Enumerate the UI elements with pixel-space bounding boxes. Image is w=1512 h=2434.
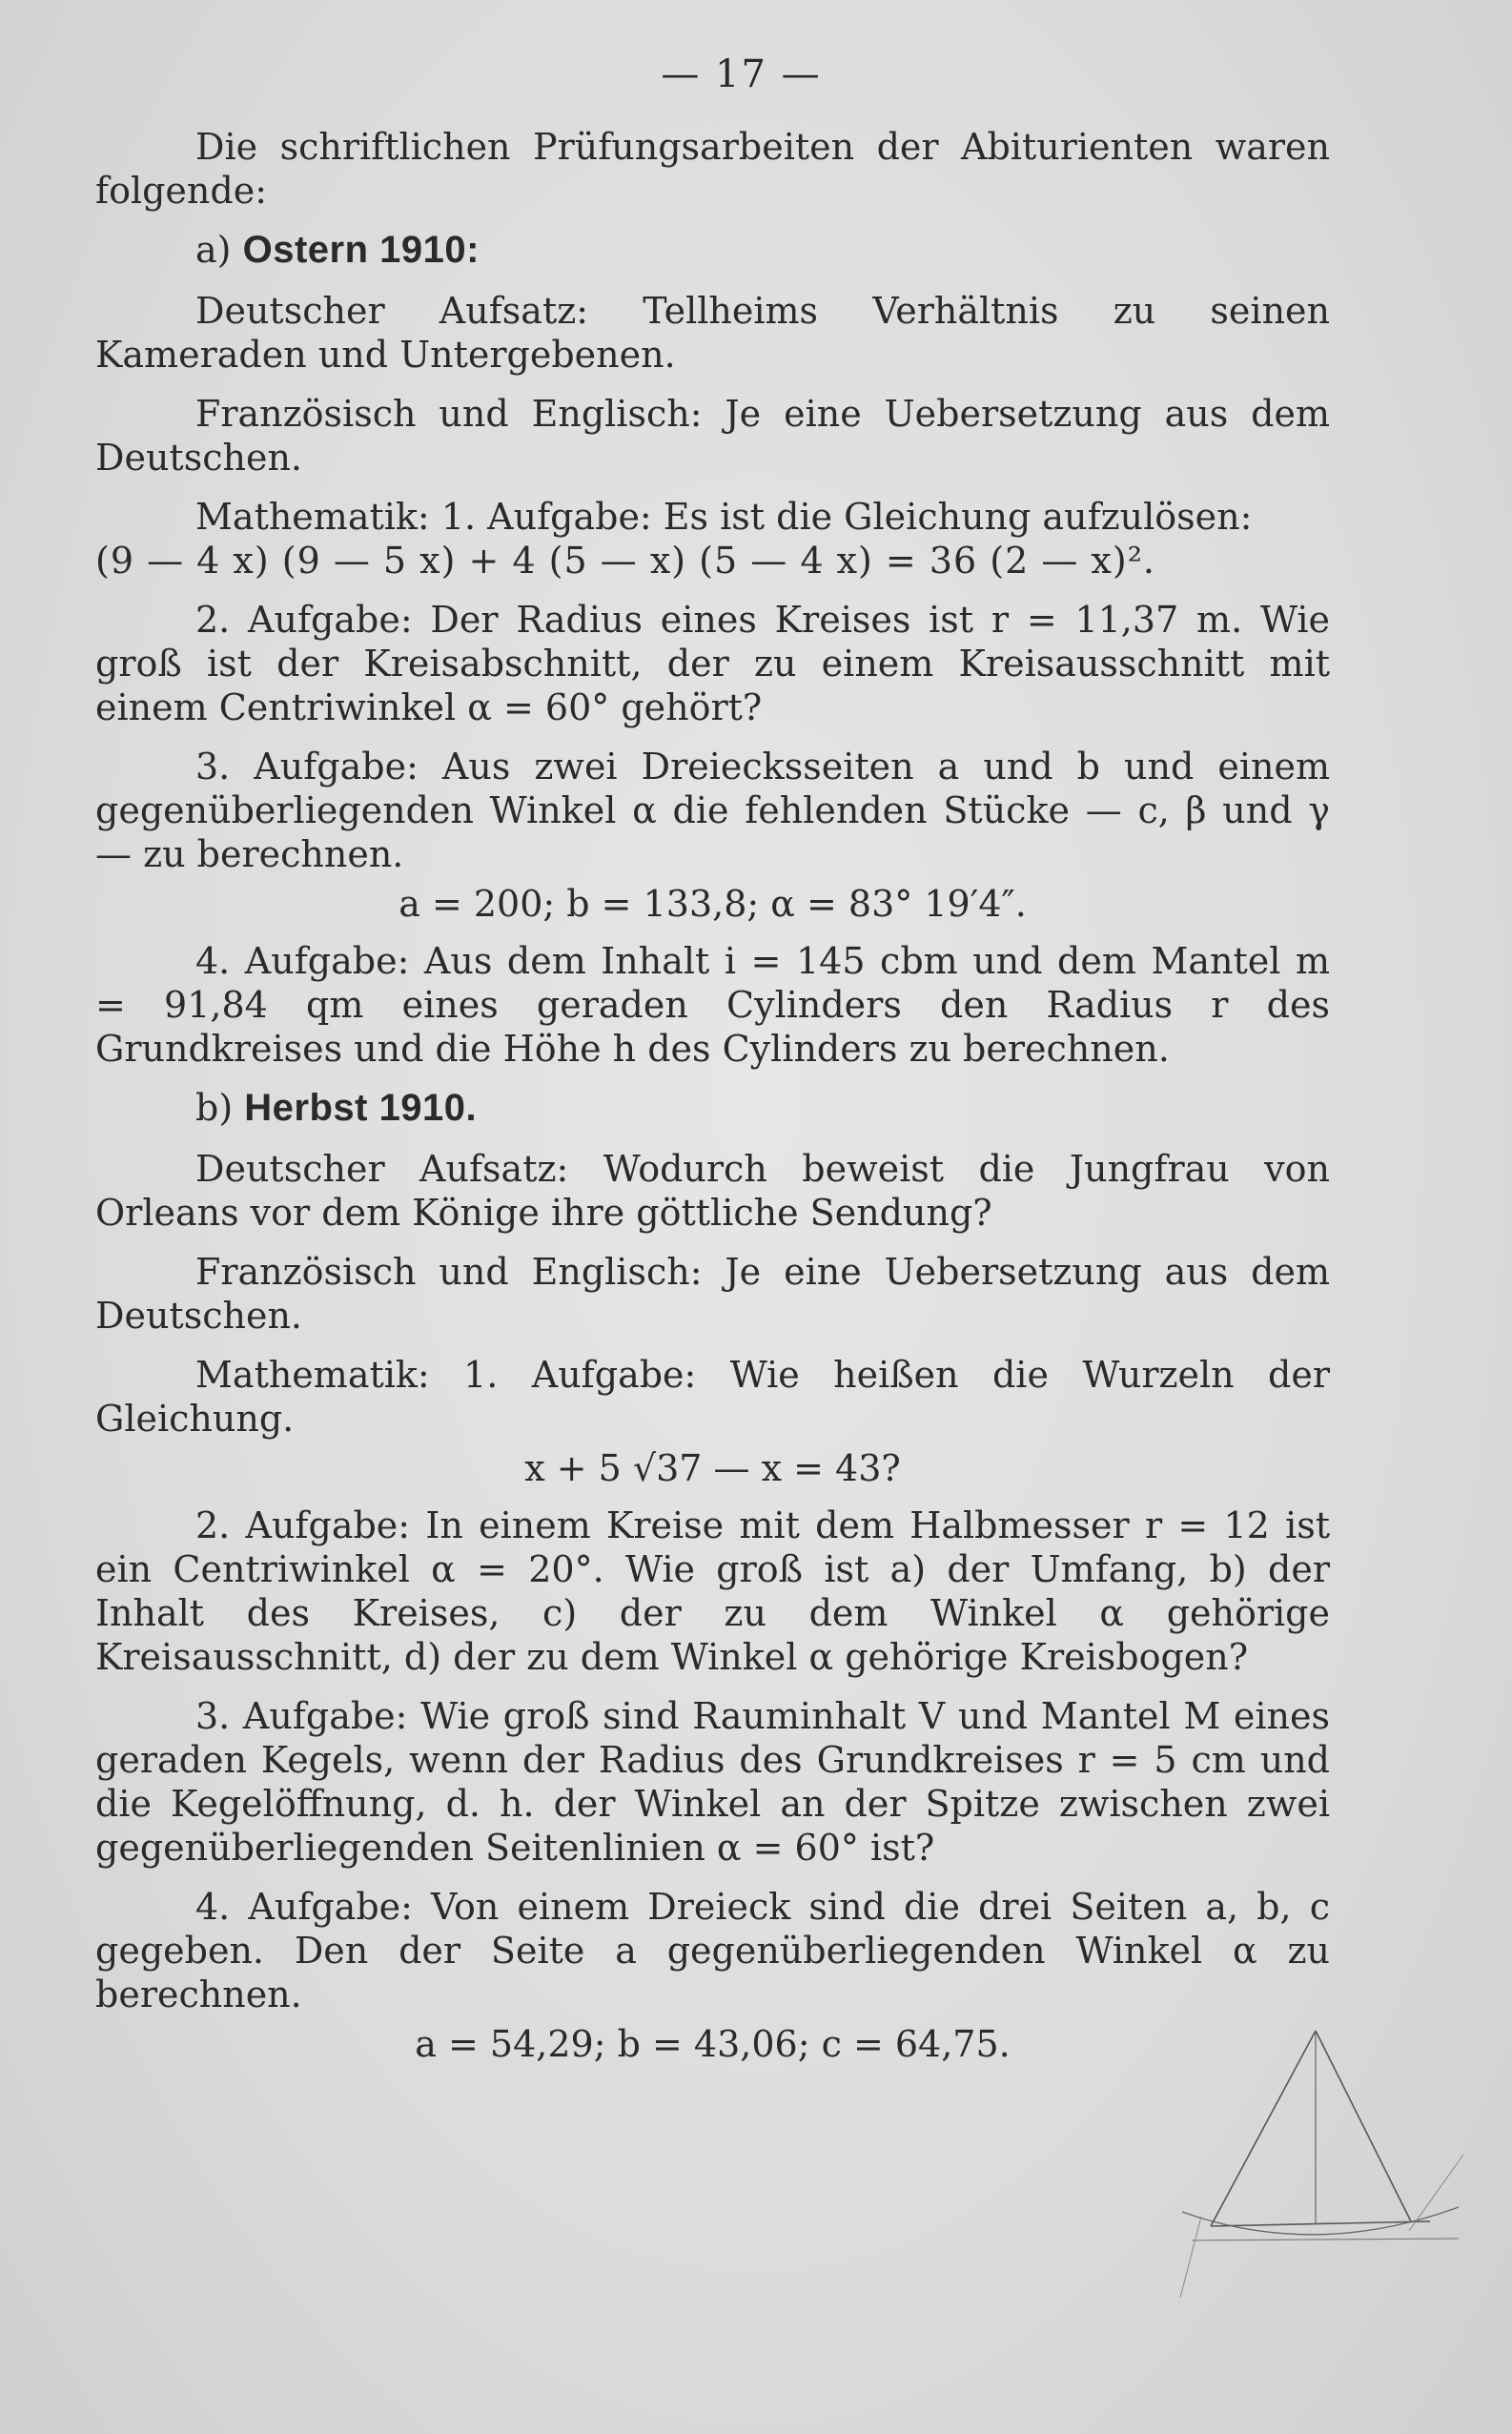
pencil-cone-sketch <box>1173 2021 1478 2307</box>
section-a-mathe-2: 2. Aufgabe: Der Radius eines Kreises ist r = 11,37 m. Wie groß ist der Kreisabschnitt, der zu einem Kreisausschnitt mit einem Centriwinkel α = 60° gehört? <box>95 599 1330 728</box>
section-b-title: Herbst 1910 <box>244 1087 466 1129</box>
section-b-suffix: . <box>465 1087 478 1129</box>
page-number: — 17 — <box>661 52 822 96</box>
sketch-stray-line <box>1180 2217 1201 2298</box>
section-a-heading <box>95 228 1330 272</box>
page-content <box>95 52 1330 2079</box>
section-a-marker: a) <box>195 229 232 271</box>
section-b-sprachen: Französisch und Englisch: Je eine Uebersetzung aus dem Deutschen. <box>95 1251 1330 1337</box>
section-b-mathe-3: 3. Aufgabe: Wie groß sind Rauminhalt V und Mantel M eines geraden Kegels, wenn der Radius des Grundkreises r = 5 cm und die Kegelöffnung, d. h. der Winkel an der Spitze zwischen zwei gegenüberliegenden Seitenlinien α = 60° ist? <box>95 1695 1330 1869</box>
section-b-deutsch: Deutscher Aufsatz: Wodurch beweist die Jungfrau von Orleans vor dem Könige ihre göttliche Sendung? <box>95 1148 1330 1234</box>
intro-paragraph: Die schriftlichen Prüfungsarbeiten der Abiturienten waren folgende: <box>95 126 1330 212</box>
sketch-ground-line <box>1192 2239 1459 2240</box>
section-b-mathe-1-formula: x + 5 √37 — x = 43? <box>524 1447 901 1489</box>
section-b-mathe-4-values: a = 54,29; b = 43,06; c = 64,75. <box>415 2023 1011 2065</box>
sketch-stray-line-right <box>1409 2155 1463 2231</box>
section-a-mathe-1: Mathematik: 1. Aufgabe: Es ist die Gleichung aufzulösen: <box>195 496 1253 538</box>
sketch-right-edge <box>1316 2031 1411 2221</box>
section-a-mathe-3: 3. Aufgabe: Aus zwei Dreiecksseiten a und b und einem gegenüberliegenden Winkel α die fehlenden Stücke — c, β und γ — zu berechnen. <box>95 746 1330 875</box>
section-a-deutsch: Deutscher Aufsatz: Tellheims Verhältnis zu seinen Kameraden und Untergebenen. <box>95 290 1330 376</box>
section-a-sprachen: Französisch und Englisch: Je eine Uebersetzung aus dem Deutschen. <box>95 393 1330 479</box>
section-a-suffix: : <box>466 229 480 271</box>
section-a-title: Ostern 1910 <box>242 229 467 271</box>
section-a-mathe-3-values: a = 200; b = 133,8; α = 83° 19′4″. <box>398 883 1027 925</box>
sketch-arc <box>1182 2207 1459 2235</box>
section-b-mathe-4: 4. Aufgabe: Von einem Dreieck sind die drei Seiten a, b, c gegeben. Den der Seite a gegenüberliegenden Winkel α zu berechnen. <box>95 1886 1330 2015</box>
section-b-marker: b) <box>195 1087 234 1129</box>
sketch-left-edge <box>1211 2031 1316 2226</box>
section-b-heading <box>95 1086 1330 1130</box>
section-b-mathe-2: 2. Aufgabe: In einem Kreise mit dem Halbmesser r = 12 ist ein Centriwinkel α = 20°. Wie groß ist a) der Umfang, b) der Inhalt des Kreises, c) der zu dem Winkel α gehörige Kreisausschnitt, d) der zu dem Winkel α gehörige Kreisbogen? <box>95 1504 1330 1678</box>
section-a-mathe-1-formula: (9 — 4 x) (9 — 5 x) + 4 (5 — x) (5 — 4 x) = 36 (2 — x)². <box>95 540 1156 582</box>
section-b-mathe-1: Mathematik: 1. Aufgabe: Wie heißen die Wurzeln der Gleichung. <box>95 1354 1330 1440</box>
section-a-mathe-4: 4. Aufgabe: Aus dem Inhalt i = 145 cbm und dem Mantel m = 91,84 qm eines geraden Cylinders den Radius r des Grundkreises und die Höhe h des Cylinders zu berechnen. <box>95 940 1330 1070</box>
